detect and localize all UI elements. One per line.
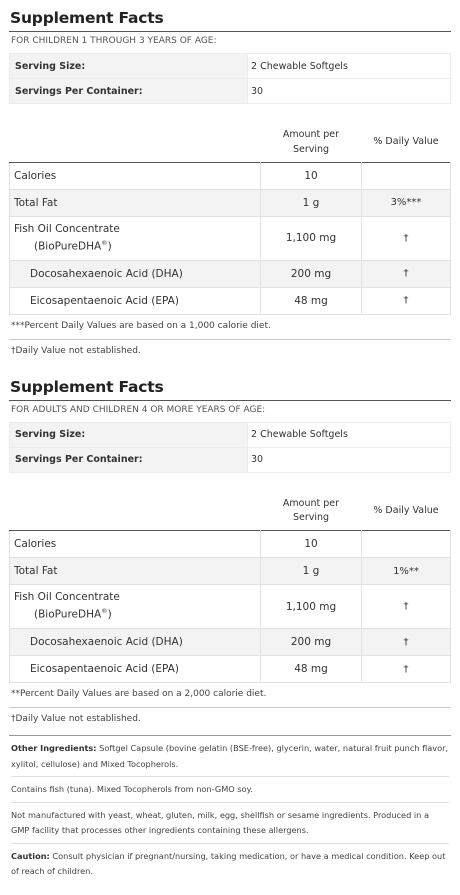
nutrient-row xyxy=(10,531,451,558)
nutrient-name: Eicosapentaenoic Acid (EPA) xyxy=(10,656,261,683)
nutrient-name: Fish Oil Concentrate (BioPureDHA®) xyxy=(10,216,261,260)
panel-title: Supplement Facts xyxy=(10,9,164,27)
nutrient-amount: 1 g xyxy=(261,189,362,216)
serving-table xyxy=(9,422,451,473)
servings-value: 30 xyxy=(248,79,451,104)
nutrient-amount: 1 g xyxy=(261,558,362,585)
nutrient-amount: 200 mg xyxy=(261,629,362,656)
nutrient-row xyxy=(10,656,451,683)
nutrient-name: Docosahexaenoic Acid (DHA) xyxy=(10,260,261,287)
serving-size-value: 2 Chewable Softgels xyxy=(248,54,451,79)
nutrient-table xyxy=(9,493,451,684)
serving-size-row xyxy=(10,54,451,79)
nutrient-name: Eicosapentaenoic Acid (EPA) xyxy=(10,287,261,314)
nutrient-header-row xyxy=(10,124,451,162)
servings-label: Servings Per Container: xyxy=(10,447,248,472)
nutrient-name: Docosahexaenoic Acid (DHA) xyxy=(10,629,261,656)
footnote-dagger: †Daily Value not established. xyxy=(11,714,141,724)
other-information xyxy=(9,736,451,880)
serving-size-label: Serving Size: xyxy=(10,422,248,447)
nutrient-amount: 200 mg xyxy=(261,260,362,287)
nutrient-dv: † xyxy=(362,216,451,260)
nutrient-name: Fish Oil Concentrate (BioPureDHA®) xyxy=(10,585,261,629)
nutrient-amount: 1,100 mg xyxy=(261,216,362,260)
panel-subtitle: FOR ADULTS AND CHILDREN 4 OR MORE YEARS OF AGE: xyxy=(11,404,266,415)
nutrient-amount: 1,100 mg xyxy=(261,585,362,629)
serving-size-row xyxy=(10,422,451,447)
contains-statement: Contains fish (tuna). Mixed Tocopherols from non-GMO soy. xyxy=(11,784,253,795)
nutrient-dv xyxy=(362,531,451,558)
nutrient-dv xyxy=(362,162,451,189)
panel-title: Supplement Facts xyxy=(10,377,164,396)
nutrient-row xyxy=(10,260,451,287)
nutrient-name: Calories xyxy=(10,162,261,189)
daily-value-header: % Daily Value xyxy=(373,504,439,516)
nutrient-row xyxy=(10,629,451,656)
footnote-percent: ***Percent Daily Values are based on a 1,000 calorie diet. xyxy=(11,320,271,331)
nutrient-amount: 48 mg xyxy=(261,656,362,683)
supplement-facts-panel-adults xyxy=(9,364,451,733)
caution-statement: Caution: Consult physician if pregnant/nursing, taking medication, or have a medical condition. Keep out of reach of children. xyxy=(11,850,446,877)
other-ingredients: Other Ingredients: Softgel Capsule (bovine gelatin (BSE-free), glycerin, water, natural fruit punch flavor, xylitol, cellulose) and Mixed Tocopherols. xyxy=(11,743,449,769)
footnote-dagger: †Daily Value not established. xyxy=(11,345,141,356)
amount-header: Amount per Serving xyxy=(282,129,340,155)
nutrient-name: Total Fat xyxy=(10,558,261,585)
nutrient-row xyxy=(10,287,451,314)
nutrient-row xyxy=(10,216,451,260)
nutrient-dv: 1%** xyxy=(362,558,451,585)
servings-per-container-row xyxy=(10,79,451,104)
servings-value: 30 xyxy=(248,447,451,472)
daily-value-header: % Daily Value xyxy=(373,136,439,148)
nutrient-row xyxy=(10,189,451,216)
serving-size-value: 2 Chewable Softgels xyxy=(248,422,451,447)
footnote-percent: **Percent Daily Values are based on a 2,000 calorie diet. xyxy=(11,689,267,699)
nutrient-dv: † xyxy=(362,260,451,287)
amount-header: Amount per Serving xyxy=(282,497,340,524)
nutrient-name: Calories xyxy=(10,531,261,558)
nutrient-amount: 48 mg xyxy=(261,287,362,314)
servings-label: Servings Per Container: xyxy=(10,79,248,104)
supplement-facts-panel-children xyxy=(9,0,451,364)
nutrient-table xyxy=(9,124,451,315)
nutrient-dv: † xyxy=(362,629,451,656)
nutrient-dv: 3%*** xyxy=(362,189,451,216)
allergen-statement: Not manufactured with yeast, wheat, gluten, milk, egg, shellfish or sesame ingredients. Produced in a GMP facility that processes other ingredients containing these allergens. xyxy=(11,809,429,836)
nutrient-amount: 10 xyxy=(261,531,362,558)
nutrient-name: Total Fat xyxy=(10,189,261,216)
serving-size-label: Serving Size: xyxy=(10,54,248,79)
nutrient-row xyxy=(10,558,451,585)
nutrient-amount: 10 xyxy=(261,162,362,189)
serving-table xyxy=(9,53,451,104)
nutrient-dv: † xyxy=(362,585,451,629)
nutrient-row xyxy=(10,162,451,189)
nutrient-header-row xyxy=(10,493,451,531)
nutrient-dv: † xyxy=(362,287,451,314)
servings-per-container-row xyxy=(10,447,451,472)
panel-subtitle: FOR CHILDREN 1 THROUGH 3 YEARS OF AGE: xyxy=(11,36,217,46)
nutrient-row xyxy=(10,585,451,629)
nutrient-dv: † xyxy=(362,656,451,683)
